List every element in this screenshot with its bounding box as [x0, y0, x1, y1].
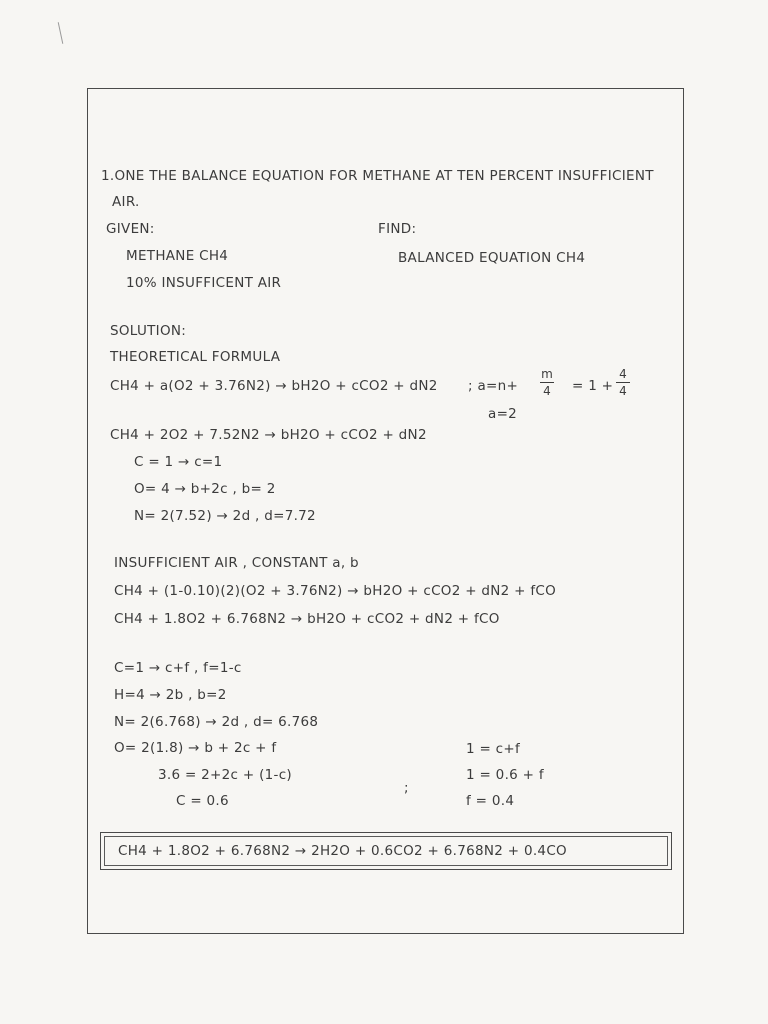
fraction-numerator: 4 — [619, 367, 627, 381]
pencil-mark — [58, 22, 64, 44]
fraction-bar — [540, 382, 554, 383]
c-result: C = 0.6 — [176, 793, 229, 809]
oxygen-balance-2: O= 2(1.8) → b + 2c + f — [114, 740, 277, 756]
given-item-methane: METHANE CH4 — [126, 248, 229, 264]
semicolon: ; — [404, 780, 409, 796]
carbon-balance-2: C=1 → c+f , f=1-c — [114, 660, 242, 676]
f-step-2: 1 = 0.6 + f — [466, 767, 544, 783]
given-item-air: 10% INSUFFICENT AIR — [126, 275, 282, 291]
a-formula-left: ; a=n+ — [468, 378, 519, 394]
insufficient-heading: INSUFFICIENT AIR , CONSTANT a, b — [114, 555, 359, 571]
solution-heading: SOLUTION: — [110, 323, 187, 339]
find-item: BALANCED EQUATION CH4 — [398, 250, 586, 266]
nitrogen-balance-2: N= 2(6.768) → 2d , d= 6.768 — [114, 714, 319, 730]
hydrogen-balance: H=4 → 2b , b=2 — [114, 687, 227, 703]
given-heading: GIVEN: — [106, 221, 155, 237]
problem-line-2: AIR. — [112, 194, 140, 210]
fraction-denominator: 4 — [619, 384, 627, 398]
fraction-4-over-4 — [616, 367, 630, 398]
carbon-balance: C = 1 → c=1 — [134, 454, 223, 470]
find-heading: FIND: — [378, 221, 417, 237]
final-answer: CH4 + 1.8O2 + 6.768N2 → 2H2O + 0.6CO2 + 6.768N2 + 0.4CO — [118, 843, 567, 859]
a-result: a=2 — [488, 406, 518, 422]
fraction-numerator: m — [541, 367, 553, 381]
oxygen-balance: O= 4 → b+2c , b= 2 — [134, 481, 276, 497]
insufficient-equation-1: CH4 + (1-0.10)(2)(O2 + 3.76N2) → bH2O + cCO2 + dN2 + fCO — [114, 583, 557, 599]
theoretical-equation: CH4 + a(O2 + 3.76N2) → bH2O + cCO2 + dN2 — [110, 378, 438, 394]
theoretical-heading: THEORETICAL FORMULA — [110, 349, 281, 365]
a-formula-middle: = 1 + — [572, 378, 614, 394]
fraction-m-over-4 — [540, 367, 554, 398]
f-step-1: 1 = c+f — [466, 741, 521, 757]
nitrogen-balance: N= 2(7.52) → 2d , d=7.72 — [134, 508, 316, 524]
problem-line-1: 1.ONE THE BALANCE EQUATION FOR METHANE AT TEN PERCENT INSUFFICIENT — [101, 168, 654, 184]
insufficient-equation-2: CH4 + 1.8O2 + 6.768N2 → bH2O + cCO2 + dN2 + fCO — [114, 611, 500, 627]
oxygen-substitution: 3.6 = 2+2c + (1-c) — [158, 767, 292, 783]
fraction-bar — [616, 382, 630, 383]
f-result: f = 0.4 — [466, 793, 515, 809]
equation-2: CH4 + 2O2 + 7.52N2 → bH2O + cCO2 + dN2 — [110, 427, 427, 443]
fraction-denominator: 4 — [543, 384, 551, 398]
